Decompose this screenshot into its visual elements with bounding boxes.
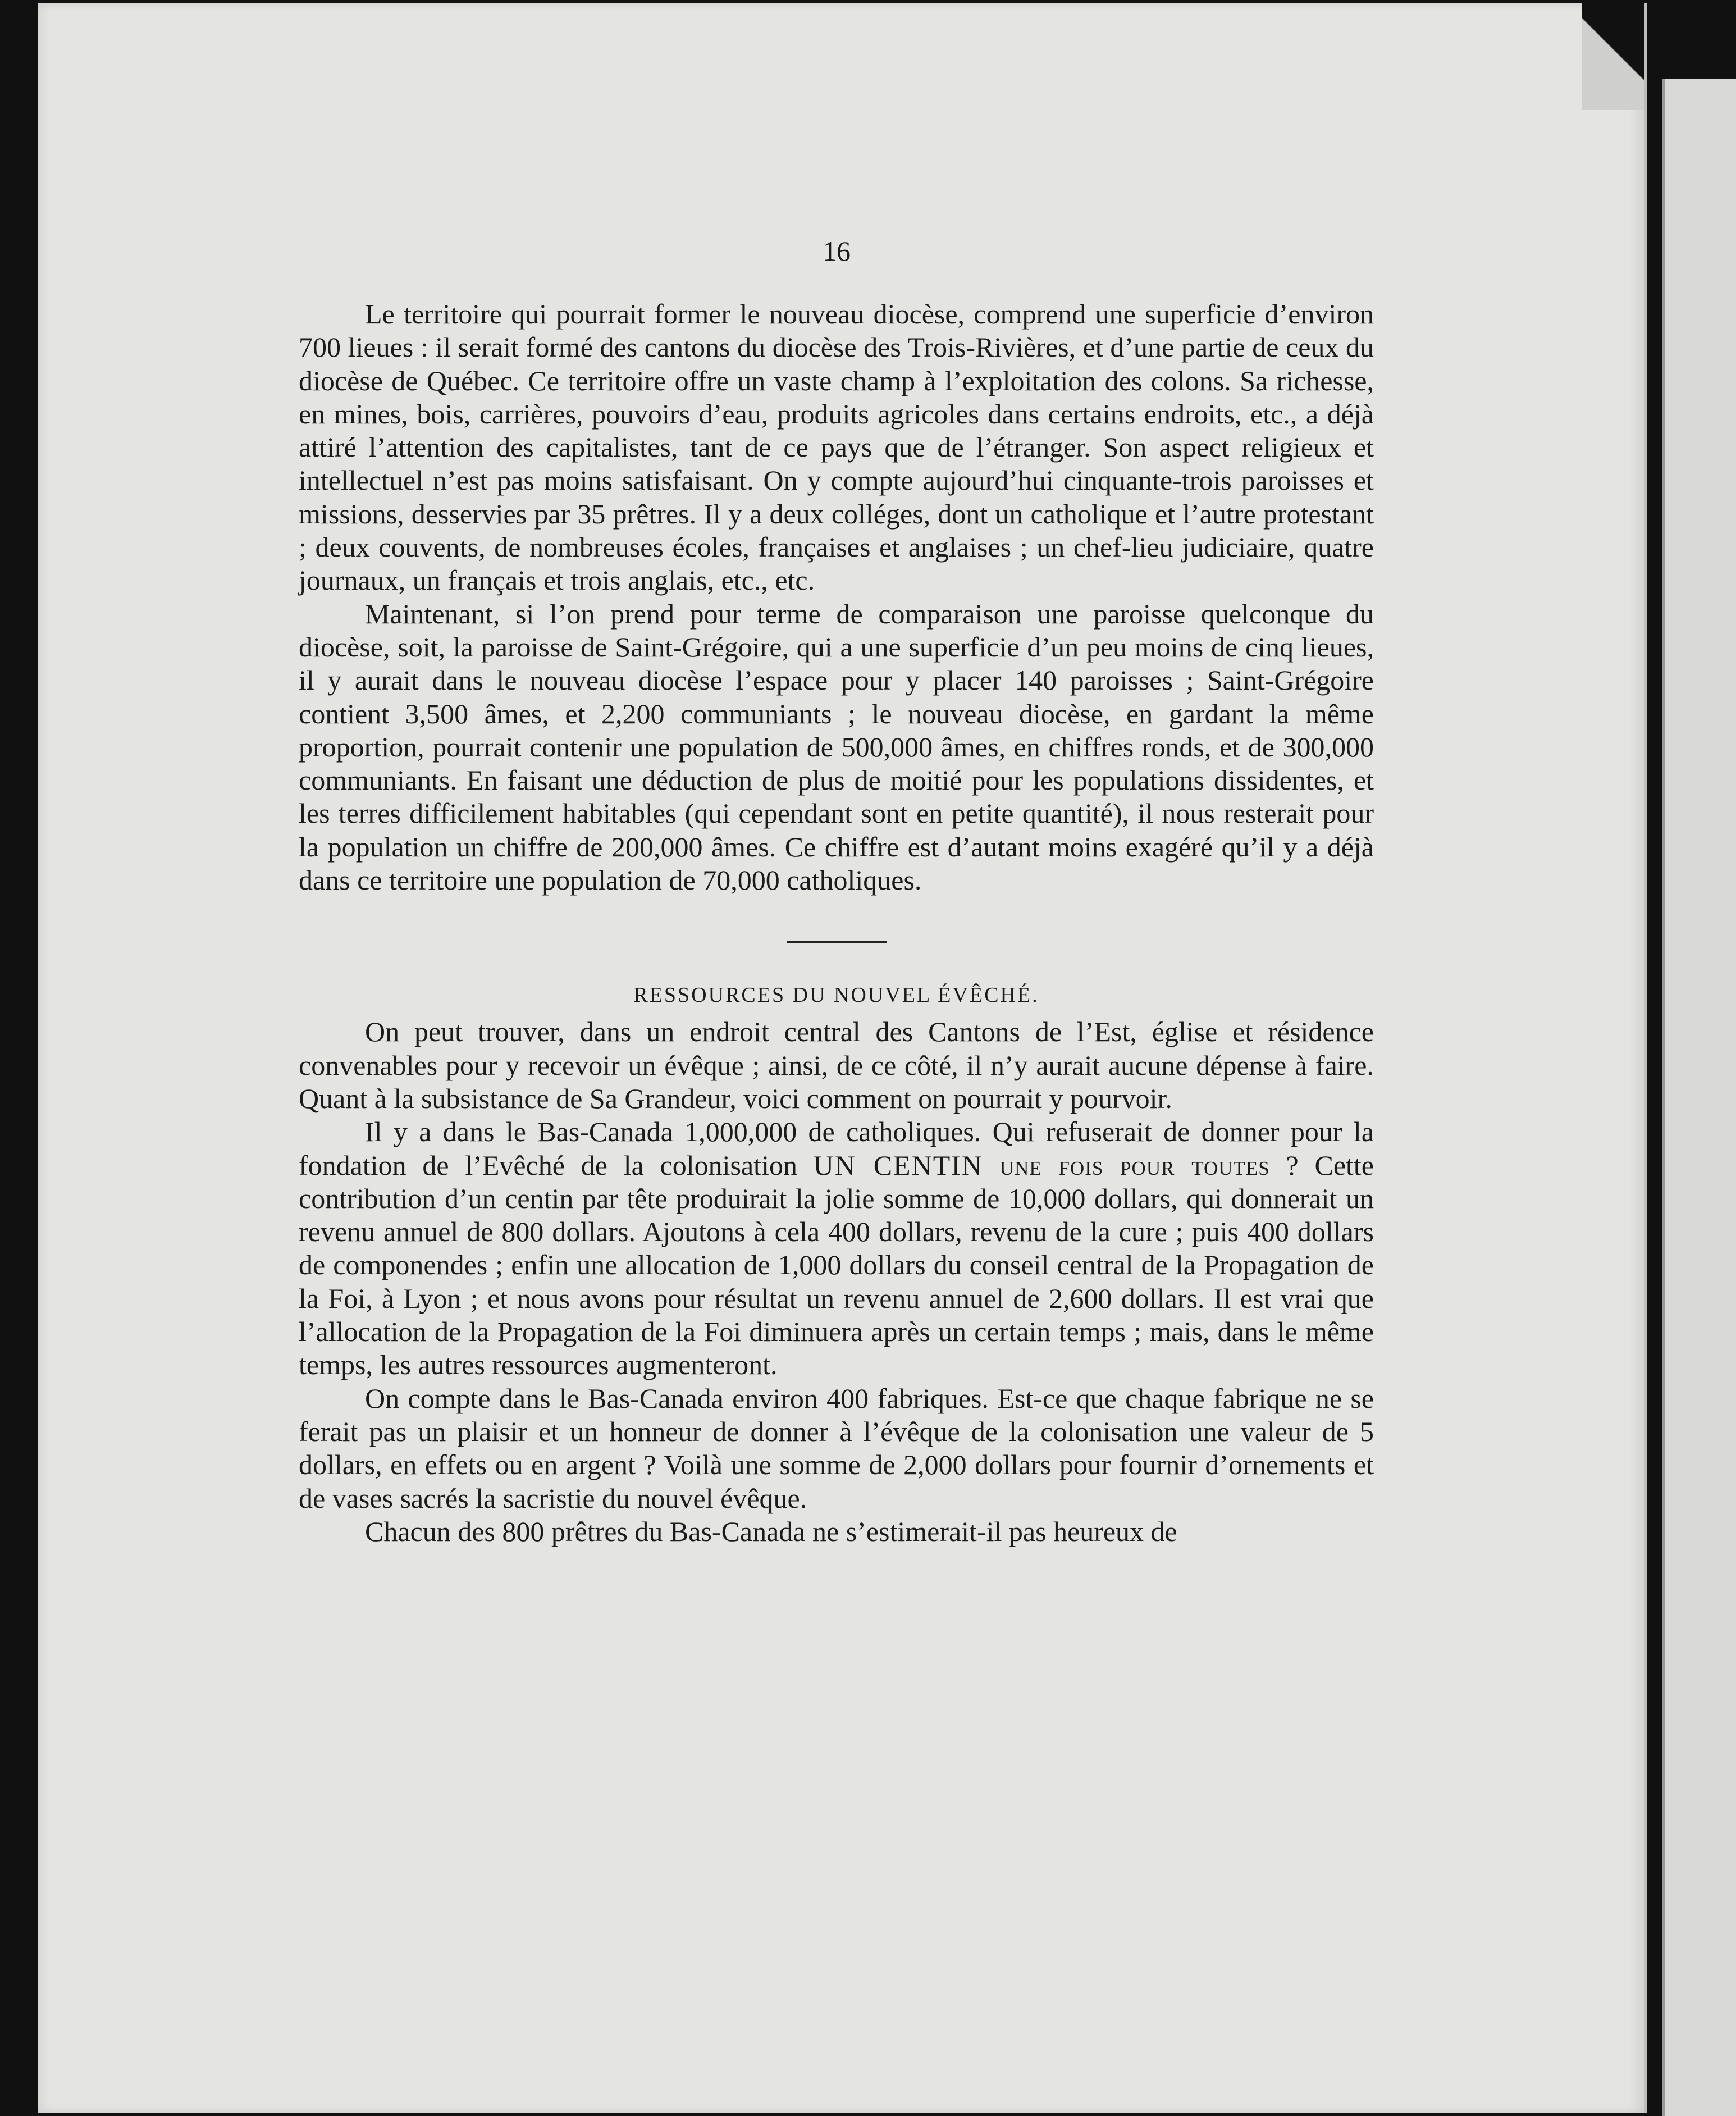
page-number: 16 <box>823 235 851 267</box>
paragraph-residence: On peut trouver, dans un endroit central des Cantons de l’Est, église et résidence convenables pour y recevoir un évêque ; ainsi, de ce côté, il n’y aurait aucune dépense à faire. Quant à la subsistance de Sa Grandeur, voici comment on pourrait y pourvoir. <box>299 1016 1374 1114</box>
section-heading: RESSOURCES DU NOUVEL ÉVÊCHÉ. <box>633 983 1039 1007</box>
paragraph-priests: Chacun des 800 prêtres du Bas-Canada ne s’estimerait-il pas heureux de <box>365 1515 1177 1547</box>
contribution-text-start: Il y a dans le Bas-Canada 1,000,000 de catholiques. Qui refuserait de donner pour la fondation de l’Evêché de la colonisation <box>299 1116 1374 1181</box>
paragraph-comparison: Maintenant, si l’on prend pour terme de comparaison une paroisse quelconque du diocèse, soit, la paroisse de Saint-Grégoire, qui a une superficie d’un peu moins de cinq lieues, il y aurait dans le nouveau diocèse l’espace pour y placer 140 paroisses ; Saint-Grégoire contient 3,500 âmes, et 2,200 communiants ; le nouveau diocèse, en gardant la même proportion, pourrait contenir une population de 500,000 âmes, en chiffres ronds, et de 300,000 communiants. En faisant une déduction de plus de moitié pour les populations dissidentes, et les terres difficilement habitables (qui cependant sont en petite quantité), il nous resterait pour la population un chiffre de 200,000 âmes. Ce chiffre est d’autant moins exagéré qu’il y a déjà dans ce territoire une population de 70,000 catholiques. <box>299 598 1374 896</box>
paragraph-territory: Le territoire qui pourrait former le nouveau diocèse, comprend une superficie d’environ 700 lieues : il serait formé des cantons du diocèse des Trois-Rivières, et d’une partie de ceux du diocèse de Québec. Ce territoire offre un vaste champ à l’exploitation des colons. Sa richesse, en mines, bois, carrières, pouvoirs d’eau, produits agricoles dans certains endroits, etc., a déjà attiré l’attention des capitalistes, tant de ce pays que de l’étranger. Son aspect religieux et intellectuel n’est pas moins satisfaisant. On y compte aujourd’hui cinquante-trois paroisses et missions, desservies par 35 prêtres. Il y a deux colléges, dont un catholique et l’autre protestant ; deux couvents, de nombreuses écoles, françaises et anglaises ; un chef-lieu judiciaire, quatre journaux, un français et trois anglais, etc., etc. <box>299 298 1374 596</box>
contribution-text-end: ? Cette contribution d’un centin par tête produirait la jolie somme de 10,000 dollars, qui donnerait un revenu annuel de 800 dollars. Ajoutons à cela 400 dollars, revenu de la cure ; puis 400 dollars de componendes ; enfin une allocation de 1,000 dollars du conseil central de la Propagation de la Foi, à Lyon ; et nous avons pour résultat un revenu annuel de 2,600 dollars. Il est vrai que l’allocation de la Propagation de la Foi diminuera après un certain temps ; mais, dans le même temps, les autres ressources augmenteront. <box>299 1149 1374 1381</box>
page-text <box>299 231 1374 1548</box>
paragraph-fabriques: On compte dans le Bas-Canada environ 400 fabriques. Est-ce que chaque fabrique ne se ferait pas un plaisir et un honneur de donner à l’évêque de la colonisation une valeur de 5 dollars, en effets ou en argent ? Voilà une somme de 2,000 dollars pour fournir d’ornements et de vases sacrés la sacristie du nouvel évêque. <box>299 1382 1374 1514</box>
paragraph-contribution <box>299 1115 1374 1381</box>
adjacent-page-edge <box>1662 79 1736 2116</box>
une-fois-small-caps: une fois pour toutes <box>983 1149 1270 1181</box>
page-corner-fold <box>1582 3 1644 110</box>
section-divider <box>787 941 887 943</box>
un-centin-caps: UN CENTIN <box>813 1149 984 1181</box>
